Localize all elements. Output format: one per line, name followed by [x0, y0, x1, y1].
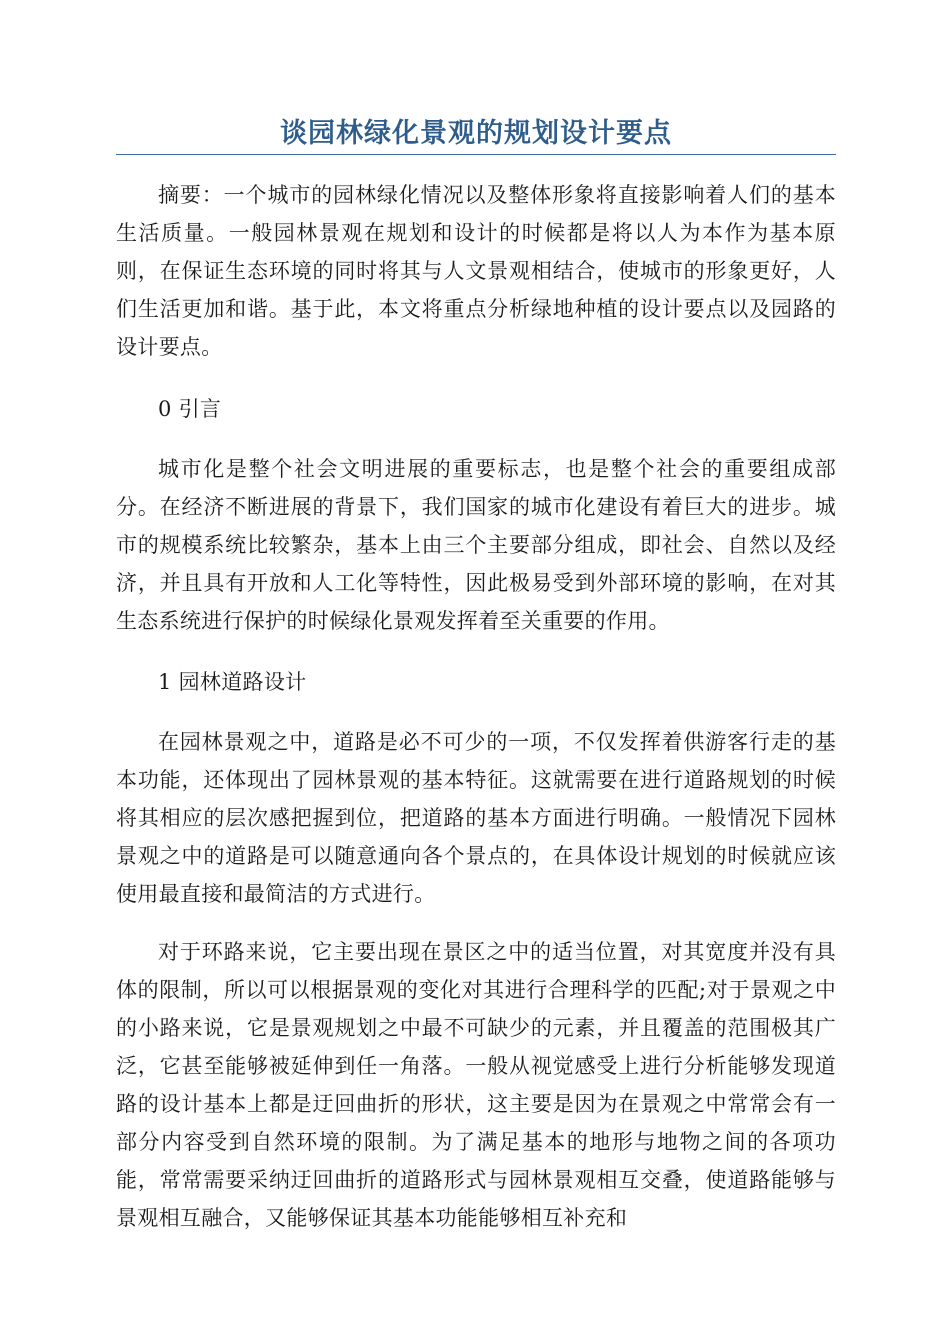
- document-page: [116, 0, 836, 1237]
- document-title: 谈园林绿化景观的规划设计要点: [280, 118, 672, 149]
- introduction-paragraph: 城市化是整个社会文明进展的重要标志，也是整个社会的重要组成部分。在经济不断进展的背景下，我们国家的城市化建设有着巨大的进步。城市的规模系统比较繁杂，基本上由三个主要部分组成，即社会、自然以及经济，并且具有开放和人工化等特性，因此极易受到外部环境的影响，在对其生态系统进行保护的时候绿化景观发挥着至关重要的作用。: [116, 457, 836, 633]
- section-heading-road-design: 1 园林道路设计: [158, 670, 307, 694]
- loop-road-paragraph: 对于环路来说，它主要出现在景区之中的适当位置，对其宽度并没有具体的限制，所以可以根据景观的变化对其进行合理科学的匹配;对于景观之中的小路来说，它是景观规划之中最不可缺少的元素，并且覆盖的范围极其广泛，它甚至能够被延伸到任一角落。一般从视觉感受上进行分析能够发现道路的设计基本上都是迂回曲折的形状，这主要是因为在景观之中常常会有一部分内容受到自然环境的限制。为了满足基本的地形与地物之间的各项功能，常常需要采纳迂回曲折的道路形式与园林景观相互交叠，使道路能够与景观相互融合，又能够保证其基本功能能够相互补充和: [116, 940, 836, 1230]
- title-underline: [116, 154, 836, 155]
- section-heading-introduction: 0 引言: [158, 397, 222, 421]
- road-design-paragraph: 在园林景观之中，道路是必不可少的一项，不仅发挥着供游客行走的基本功能，还体现出了园林景观的基本特征。这就需要在进行道路规划的时候将其相应的层次感把握到位，把道路的基本方面进行明确。一般情况下园林景观之中的道路是可以随意通向各个景点的，在具体设计规划的时候就应该使用最直接和最简洁的方式进行。: [116, 730, 836, 906]
- abstract-paragraph: 摘要：一个城市的园林绿化情况以及整体形象将直接影响着人们的基本生活质量。一般园林景观在规划和设计的时候都是将以人为本作为基本原则，在保证生态环境的同时将其与人文景观相结合，使城市的形象更好，人们生活更加和谐。基于此，本文将重点分析绿地种植的设计要点以及园路的设计要点。: [116, 183, 836, 359]
